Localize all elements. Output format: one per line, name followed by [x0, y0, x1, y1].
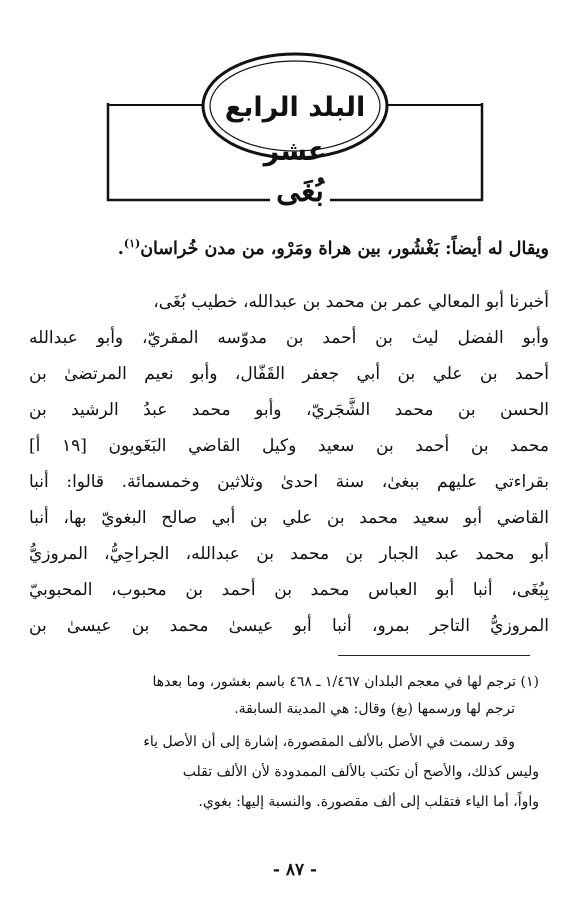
- footnote-line-1: (١) ترجم لها في معجم البلدان ١/٤٦٧ ـ ٤٦٨ باسم بغشور، وما بعدها: [152, 674, 539, 690]
- body-line-8: أبو محمد عبد الجبار بن محمد بن عبدالله، الجراحِيُّ، المروزيُّ: [29, 544, 549, 564]
- footnote-line-4: وليس كذلك، والأصح أن تكتب بالألف الممدودة لأن الألف تقلب: [182, 764, 539, 780]
- intro-paragraph: [29, 230, 549, 263]
- body-line-7: القاضي أبو سعيد محمد بن علي بن أبي صالح البغويّ بها، أنبا: [29, 508, 549, 528]
- body-line-9: بِبُغَى، أنبا أبو العباس محمد بن أحمد بن محبوب، المحبوبيّ: [29, 580, 549, 600]
- page-number: - ٨٧ -: [272, 860, 318, 880]
- intro-end: .: [117, 238, 124, 259]
- footnote-separator: [338, 655, 530, 656]
- body-line-2: وأبو الفضل ليث بن أحمد بن مدوّسه المقريّ، وأبو عبدالله: [29, 328, 549, 348]
- place-name: بُغَى: [276, 174, 324, 209]
- body-line-4: الحسن بن محمد الشَّجَريّ، وأبو محمد عبدُ الرشيد بن: [29, 400, 549, 420]
- body-line-3: أحمد بن علي بن أبي جعفر القَفّال، وأبو نعيم المرتضىٰ بن: [29, 364, 549, 384]
- body-line-1: أخبرنا أبو المعالي عمر بن محمد بن عبدالله، خطيب بُغَى،: [153, 292, 549, 312]
- footnote-line-2: ترجم لها ورسمها (بغ) وقال: هي المدينة السابقة.: [234, 701, 515, 717]
- footnote-line-5: واواً، أما الياء فتقلب إلى ألف مقصورة. والنسبة إليها: بغوي.: [198, 794, 539, 810]
- body-line-6: بقراءتي عليهم ببغىٰ، سنة احدىٰ وثلاثين وخمسمائة. قالوا: أنبا: [29, 472, 549, 492]
- body-line-10: المروزيُّ التاجر بمرو، أنبا أبو عيسىٰ محمد بن عيسىٰ بن: [29, 616, 549, 636]
- intro-text: ويقال له أيضاً: بَغْشُور، بين هراة ومَرْو، من مدن خُراسان: [140, 238, 549, 259]
- chapter-title: البلد الرابع عشر: [224, 92, 366, 167]
- body-line-5: محمد بن أحمد بن سعيد وكيل القاضي البَغَويون [١٩ أ]: [29, 436, 549, 456]
- footnote-marker[interactable]: (١): [123, 237, 141, 250]
- footnote-line-3: وقد رسمت في الأصل بالألف المقصورة، إشارة إلى أن الأصل ياء: [143, 734, 515, 750]
